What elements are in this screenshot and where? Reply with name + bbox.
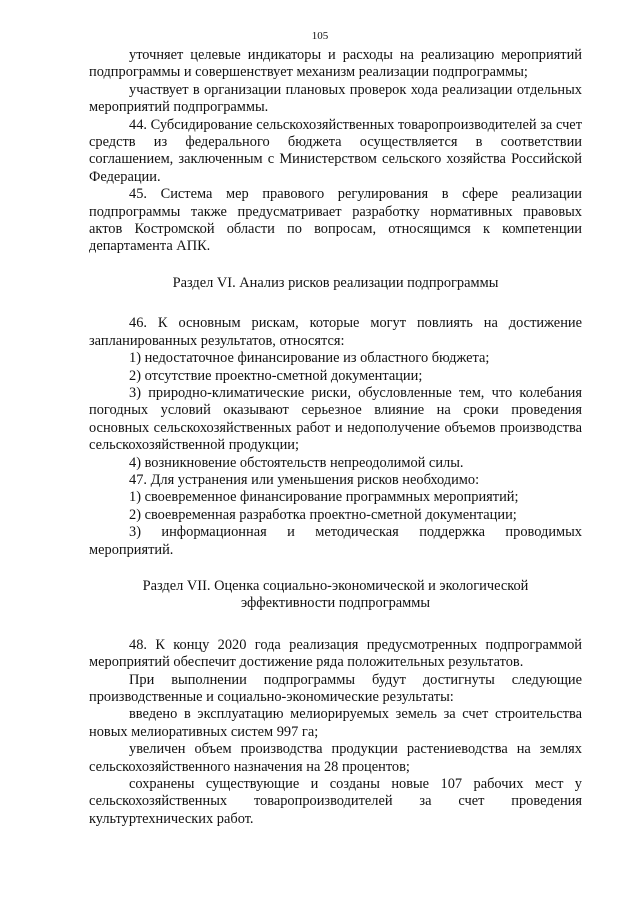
paragraph: 44. Субсидирование сельскохозяйственных товаропроизводителей за счет средств из федерального бюджета осуществляется в соответствии соглашением, заключенным с Министерством сельского хозяйства Российской Федерации.: [89, 116, 582, 185]
paragraph: 47. Для устранения или уменьшения рисков необходимо:: [129, 471, 480, 488]
paragraph: 46. К основным рискам, которые могут повлиять на достижение запланированных результатов, относятся:: [89, 315, 582, 349]
list-item: 3) природно-климатические риски, обусловленные тем, что колебания погодных условий оказывают серьезное влияние на сроки проведения основных сельскохозяйственных работ и недополучение объемов производства сельскохозяйственной продукции;: [89, 384, 582, 454]
list-item: увеличен объем производства продукции растениеводства на землях сельскохозяйственного назначения на 28 процентов;: [89, 741, 582, 775]
list-item: 3) информационная и методическая поддержка проводимых мероприятий.: [89, 524, 582, 558]
list-item: сохранены существующие и созданы новые 107 рабочих мест у сельскохозяйственных товаропроизводителей за счет проведения культуртехнических работ.: [89, 776, 582, 827]
paragraph: участвует в организации плановых проверок хода реализации отдельных мероприятий подпрограммы.: [89, 81, 582, 116]
list-item: 1) своевременное финансирование программных мероприятий;: [129, 489, 519, 506]
list-item: 1) недостаточное финансирование из областного бюджета;: [129, 350, 490, 367]
section-heading-7-line-2: эффективности подпрограммы: [240, 595, 431, 612]
page-number: 105: [311, 30, 329, 42]
paragraph: 48. К концу 2020 года реализация предусмотренных подпрограммой мероприятий обеспечит достижение ряда положительных результатов.: [89, 636, 582, 671]
paragraph: 45. Система мер правового регулирования в сфере реализации подпрограммы также предусматривает разработку нормативных правовых актов Костромской области по вопросам, относящимся к компетенции департамента АПК.: [89, 186, 582, 255]
paragraph: уточняет целевые индикаторы и расходы на реализацию мероприятий подпрограммы и совершенствует механизм реализации подпрограммы;: [89, 47, 582, 81]
list-item: 2) своевременная разработка проектно-сметной документации;: [129, 506, 517, 523]
section-heading-7: [89, 578, 582, 613]
list-item: 2) отсутствие проектно-сметной документации;: [129, 367, 423, 384]
list-item: 4) возникновение обстоятельств непреодолимой силы.: [129, 454, 464, 471]
section-heading-7-line-1: Раздел VII. Оценка социально-экономической и экологической: [142, 577, 529, 594]
section-heading-6: Раздел VI. Анализ рисков реализации подпрограммы: [172, 274, 499, 291]
list-item: введено в эксплуатацию мелиорируемых земель за счет строительства новых мелиоративных систем 997 га;: [89, 706, 582, 740]
paragraph: При выполнении подпрограммы будут достигнуты следующие производственные и социально-экономические результаты:: [89, 671, 582, 705]
document-body: [89, 47, 582, 828]
